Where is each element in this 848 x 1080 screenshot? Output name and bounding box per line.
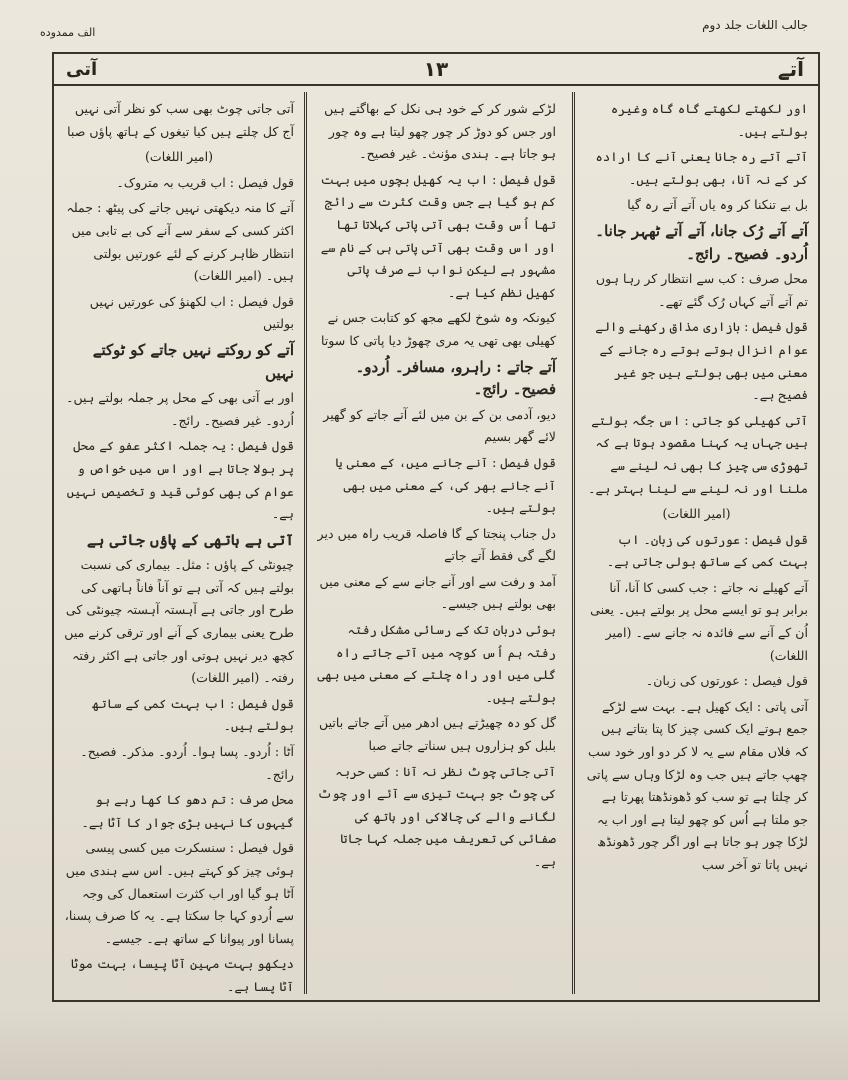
entry-paragraph: کیونکہ وہ شوخ لکھے مجھ کو کتابت جس نے کھیلی بھی تھی یہ مری چھوڑ دیا پاتی کا سوتا [320,310,556,348]
entry-paragraph: دیکھو بہت مہین آٹا پیسا، بہت موٹا آٹا پسا ہے۔ [70,956,294,994]
entry-headword: آتی ہے ہاتھی کے پاؤں جاتی ہے [86,530,294,549]
entry-paragraph: آتے آتے رہ جانا یعنی آنے کا ارادہ کر کے نہ آنا، بھی بولتے ہیں۔ [595,149,808,187]
entry-headword: آتے آتے رُک جانا، آتے آتے ٹھہر جانا۔ اُردو۔ فصیح۔ رائج۔ [595,221,808,263]
entry-paragraph: قول فیصل : یہ جملہ اکثر عفو کے محل پر بولا جاتا ہے اور اس میں خواص و عوام کی بھی کوئی قید و تخصیص نہیں ہے۔ [66,438,294,522]
page-number: ۱۳ [423,57,449,81]
entry-paragraph: گل کو دہ چھیڑتے ہیں ادھر میں آتے جاتے باتیں بلبل کو ہزاروں ہیں سناتے جاتے صبا [319,715,556,754]
entry-headword: آتے جاتے : راہرو، مسافر۔ اُردو۔ فصیح۔ رائج۔ [355,357,556,399]
entry-paragraph: قول فیصل : عورتوں کی زبان۔ اب بہت کمی کے ساتھ بولی جاتی ہے۔ [606,531,808,570]
column-left [54,92,304,994]
entry-paragraph: آمد و رفت سے اور آنے جانے سے کے معنی میں بھی بولتے ہیں جیسے۔ [319,573,556,612]
entry-paragraph: محل صرف : تم دھو کا کھا رہے ہو گیہوں کا نہیں بڑی جوار کا آٹا ہے۔ [81,792,294,830]
citation: (امیر اللغات) [144,149,214,165]
entry-paragraph: آتے کا منہ دیکھتی نہیں جاتے کی پیٹھ : جملہ اکثر کسی کے سفر سے آنے کی بے تابی میں انتظار ظاہر کرنے کے لئے عورتیں بولتی ہیں۔ (امیر اللغات) [66,200,294,284]
last-headword: آتی [66,59,98,80]
entry-paragraph: لڑکے شور کر کے خود ہی نکل کے بھاگتے ہیں اور جس کو دوڑ کر چور چھو لیتا ہے وہ چور ہو جاتا ہے۔ ہندی مؤنث۔ غیر فصیح۔ [324,101,556,162]
entry-paragraph: دل جناب پنجتا کے گا فاصلہ قریب راہ میں دیر لگے گی فقط آتے جاتے [317,525,556,564]
entry-paragraph: ہوئی دربان تک کے رسائی مشکل رفتہ رفتہ ہم اُس کوچہ میں آتے جاتے راہ گلی میں اور راہ چلتے کے معنی میں بھی بولتے ہیں۔ [317,622,556,705]
section-title: الف ممدوده [40,26,96,39]
entry-paragraph: اور لکھتے لکھتے گاہ گاہ وغیرہ بولتے ہیں۔ [610,101,808,139]
entry-headword: آتے کو روکتے نہیں جاتے کو ٹوکتے نہیں [92,340,294,382]
entry-paragraph: آتی کھیلی کو جاتی : اس جگہ بولتے ہیں جہاں یہ کہنا مقصود ہوتا ہے کہ تھوڑی سی چیز کا بھی نہ لینے سے ملنا اور نہ لینے سے لینا بہتر ہے۔ [588,412,808,496]
entry-paragraph: قول فیصل : اب یہ کھیل بچوں میں بہت کم ہو گیا ہے جس وقت کثرت سے رائج تھا اُس وقت بھی آتی پاتی کہلاتا تھا اور اس وقت بھی آتی پاتی ہی کے نام سے مشہور ہے لیکن نواب نے صرف پاتی کھیل نظم کیا ہے۔ [320,171,556,300]
entry-paragraph: قول فیصل : عورتوں کی زبان۔ [645,673,808,689]
entry-paragraph: دیو، آدمی بن کے بن میں لئے آتے جاتے کو گھیر لائے گھر بسیم [323,406,556,445]
entry-paragraph: آتے کھیلے نہ جاتے : جب کسی کا آنا، آنا برابر ہو تو ایسے محل پر بولتے ہیں۔ یعنی اُن کے آنے سے فائدہ نہ جانے سے۔ (امیر اللغات) [590,579,808,663]
citation: (امیر اللغات) [662,506,731,522]
running-head [40,14,808,42]
entry-paragraph: آتی جاتی چوٹ بھی سب کو نظر آتی نہیں آج کل چلتے ہیں کیا تیغوں کے ہاتھ پاؤں صبا [67,101,294,139]
column-right [572,92,818,994]
entry-paragraph: آتی جاتی چوٹ نظر نہ آنا : کسی حربہ کی چوٹ جو بہت تیزی سے آئے اور چوٹ لگانے والے کی چالاکی اور ہاتھ کی صفائی کی تعریف میں جملہ کہا جاتا ہے۔ [317,763,556,869]
entry-paragraph: بل بے تنکنا کر وہ یاں آتے آتے رہ گیا [627,197,808,213]
entry-paragraph: محل صرف : کب سے انتظار کر رہا ہوں تم آتے آتے کہاں رُک گئے تھے۔ [595,271,808,309]
column-middle [304,92,566,994]
entry-paragraph: آتی پاتی : ایک کھیل ہے۔ بہت سے لڑکے جمع ہوتے ایک کسی چیز کا پتا بتاتے ہیں کہ فلاں مقام سے یہ لا کر دو اور خود سب چھپ جاتے ہیں جب وہ لڑکا وہاں سے پاتی کر چلتا ہے تو سب کو ڈھونڈھتا پھرتا ہے جو ملتا ہے اُس کو چھو لیتا ہے اور اب یہ لڑکا چور ہو جاتا ہے اور اگر چور ڈھونڈھ نہیں پاتا تو آخر سب [586,698,808,872]
book-title: جالب اللغات جلد دوم [702,18,808,32]
entry-paragraph: قول فیصل : اب بہت کمی کے ساتھ بولتے ہیں۔ [92,695,294,734]
entry-paragraph: اور بے آتی بھی کے محل پر جملہ بولتے ہیں۔ اُردو۔ غیر فصیح۔ رائج۔ [66,390,294,428]
page-frame [52,52,820,1002]
entry-paragraph: چیونٹی کے پاؤں : مثل۔ بیماری کی نسبت بولتے ہیں کہ آتی ہے تو آناً فاناً ہاتھی کی طرح اور جاتی ہے آہستہ آہستہ چیونٹی کی طرح یعنی بیماری کے آنے اور ترقی کرنے میں کچھ دیر نہیں ہوتی اور جاتی ہے اکثر رفتہ رفتہ۔ (امیر اللغات) [64,557,294,686]
entry-paragraph: قول فیصل : اب قریب بہ متروک۔ [116,174,294,190]
entry-paragraph: قول فیصل : سنسکرت میں کسی پیسی ہوئی چیز کو کہتے ہیں۔ اس سے ہندی میں آٹا ہو گیا اور اب کثرت استعمال کی وجہ سے اُردو کہا جا سکتا ہے۔ یہ کا صرف پسنا، پسانا اور پیوانا کے ساتھ ہے۔ جیسے۔ [64,840,294,946]
text-columns [54,86,818,1000]
page-shadow [0,1010,848,1080]
entry-paragraph: قول فیصل : بازاری مذاق رکھنے والے عوام انزال ہوتے ہوتے رہ جانے کے معنی میں بھی بولتے ہیں جو غیر فصیح ہے۔ [595,319,808,403]
entry-paragraph: آٹا : اُردو۔ پسا ہوا۔ اُردو۔ مذکر۔ فصیح۔ رائج۔ [80,744,294,782]
entry-paragraph: قول فیصل : آنے جانے میں، کے معنی یا آنے جانے بھر کی، کے معنی میں بھی بولتے ہیں۔ [335,454,556,516]
entry-paragraph: قول فیصل : اب لکھنؤ کی عورتیں نہیں بولتیں [89,293,294,332]
first-headword: آتے [777,57,804,81]
header-row [54,54,818,86]
